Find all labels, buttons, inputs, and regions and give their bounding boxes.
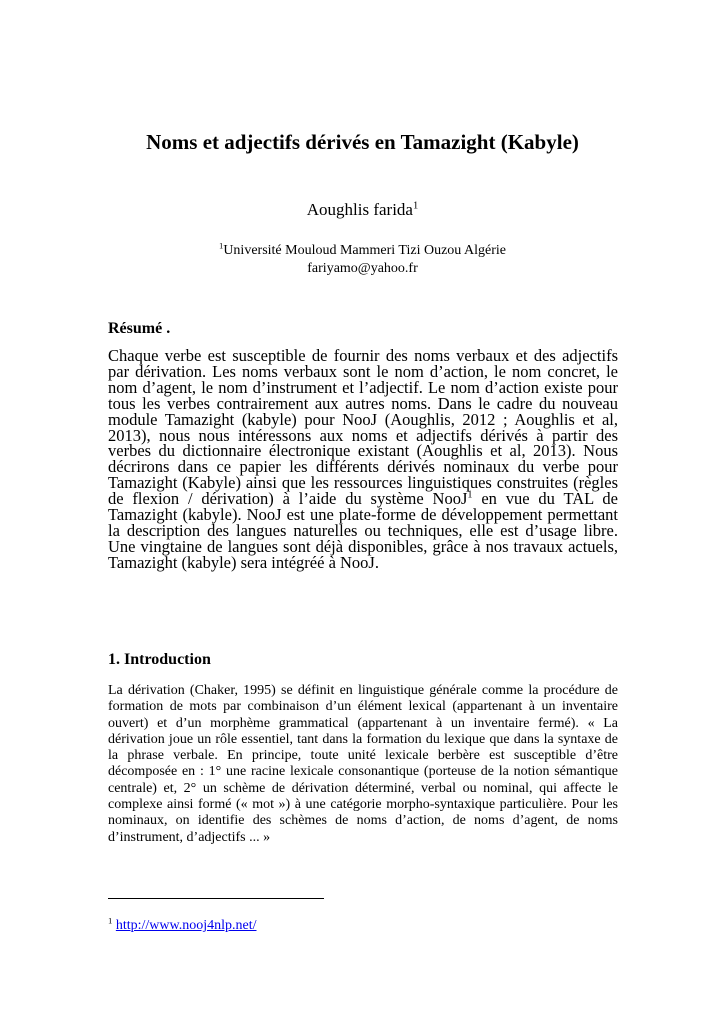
footnote-mark: 1 — [108, 915, 113, 926]
footnote-separator — [108, 898, 324, 899]
abstract-text-part1: Chaque verbe est susceptible de fournir des noms verbaux et des adjectifs par dérivation. Les noms verbaux sont le nom d’action, le nom concret, le nom d’agent, le nom d’instrument et l’adjectif. Le nom d’action existe pour tous les verbes contrairement aux autres noms. Dans le cadre du nouveau module Tamazight (kabyle) pour NooJ (Aoughlis, 2012 ; Aoughlis et al, 2013), nous nous intéressons aux noms et adjectifs dérivés à partir des verbes du dictionnaire électronique existant (Aoughlis et al, 2013). Nous décrirons dans ce papier les différents dérivés nominaux du verbe pour Tamazight (Kabyle) ainsi que les ressources linguistiques construites (règles de flexion / dérivation) à l’aide du système NooJ — [108, 346, 618, 509]
paper-title: Noms et adjectifs dérivés en Tamazight (Kabyle) — [146, 130, 579, 154]
introduction-body: La dérivation (Chaker, 1995) se définit en linguistique générale comme la procédure de formation de mots par combinaison d’un élément lexical (appartenant à un inventaire ouvert) et d’un morphème grammatical (appartenant à un inventaire fermé). « La dérivation joue un rôle essentiel, tant dans la formation du lexique que dans la syntaxe de la phrase verbale. En principe, toute unité lexicale berbère est susceptible d’être décomposée en : 1° une racine lexicale consonantique (porteuse de la notion sémantique centrale) et, 2° un schème de dérivation déterminé, verbal ou nominal, qui affecte le complexe ainsi formé (« mot ») à une catégorie morpho-syntaxique particulière. Pour les nominaux, on identifie des schèmes de noms d’action, de noms d’agent, de noms d’instrument, d’adjectifs ... » — [108, 683, 618, 845]
author-name: Aoughlis farida — [306, 200, 413, 219]
affiliation-mark: 1 — [218, 240, 224, 251]
abstract-body — [108, 348, 618, 571]
abstract-heading: Résumé . — [108, 320, 171, 337]
affiliation-block — [0, 242, 725, 278]
footnote-link[interactable]: http://www.nooj4nlp.net/ — [115, 918, 257, 933]
affiliation-line — [0, 242, 725, 260]
author-line — [0, 200, 725, 220]
abstract-text-part2: en vue du TAL de Tamazight (kabyle). NooJ est une plate-forme de développement permettant la description des langues naturelles ou techniques, elle est d’usage libre. Une vingtaine de langues sont déjà disponibles, grâce à nos travaux actuels, Tamazight (kabyle) sera intégréé à NooJ. — [108, 489, 618, 572]
affiliation-institution: Université Mouloud Mammeri Tizi Ouzou Algérie — [223, 243, 507, 258]
abstract-footnote-mark: 1 — [467, 489, 473, 501]
introduction-heading: 1. Introduction — [108, 651, 211, 668]
author-footnote-mark: 1 — [412, 200, 419, 212]
footnote — [108, 915, 257, 934]
affiliation-email: fariyamo@yahoo.fr — [307, 261, 418, 276]
